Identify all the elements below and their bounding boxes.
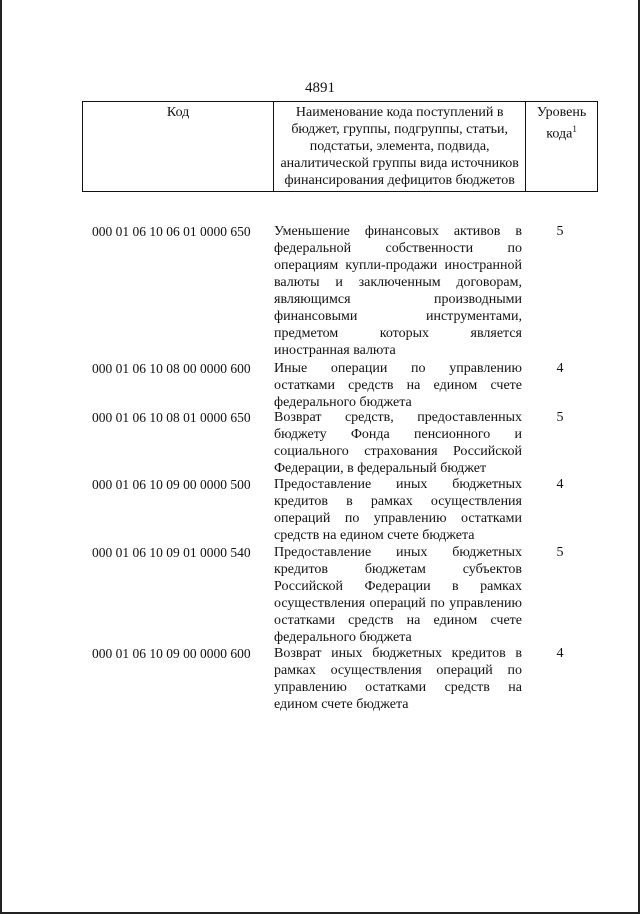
row-name: Иные операции по управлению остатками средств на едином счете федерального бюджета xyxy=(274,361,522,410)
table-header xyxy=(82,101,598,192)
row-code: 000 01 06 10 09 00 0000 600 xyxy=(92,646,251,661)
row-name: Предоставление иных бюджетных кредитов бюджетам субъектов Российской Федерации в рамках осуществления операций по управлению остатками средств на едином счете федерального бюджета xyxy=(274,545,522,645)
row-name: Уменьшение финансовых активов в федеральной собственности по операциям купли-продажи иностранной валюты и заключенным договорам, являющимся производными финансовыми инструментами, предметом которых является иностранная валюта xyxy=(274,224,522,358)
row-name: Возврат средств, предоставленных бюджету Фонда пенсионного и социального страхования Российской Федерации, в федеральный бюджет xyxy=(274,410,522,476)
row-code: 000 01 06 10 09 01 0000 540 xyxy=(92,545,251,560)
row-name: Предоставление иных бюджетных кредитов в рамках осуществления операций по управлению остатками средств на едином счете бюджета xyxy=(274,477,522,543)
footnote-mark: 1 xyxy=(572,124,577,134)
row-code: 000 01 06 10 08 00 0000 600 xyxy=(92,361,251,376)
header-name: Наименование кода поступлений в бюджет, группы, подгруппы, статьи, подстатьи, элемента, подвида, аналитической группы вида источников финансирования дефицитов бюджетов xyxy=(274,102,526,192)
header-level-text: Уровень кода xyxy=(536,105,587,142)
row-code: 000 01 06 10 09 00 0000 500 xyxy=(92,477,251,492)
row-level: 4 xyxy=(556,361,564,376)
row-level: 4 xyxy=(556,646,564,661)
header-level xyxy=(526,102,598,192)
row-name: Возврат иных бюджетных кредитов в рамках осуществления операций по управлению остатками средств на едином счете бюджета xyxy=(274,646,522,712)
header-row xyxy=(83,102,598,192)
row-level: 5 xyxy=(556,545,564,560)
header-code: Код xyxy=(83,102,274,192)
row-code: 000 01 06 10 06 01 0000 650 xyxy=(92,224,251,239)
row-level: 4 xyxy=(556,477,564,492)
row-level: 5 xyxy=(556,410,564,425)
row-code: 000 01 06 10 08 01 0000 650 xyxy=(92,410,251,425)
page-number: 4891 xyxy=(305,80,335,96)
row-level: 5 xyxy=(556,224,564,239)
